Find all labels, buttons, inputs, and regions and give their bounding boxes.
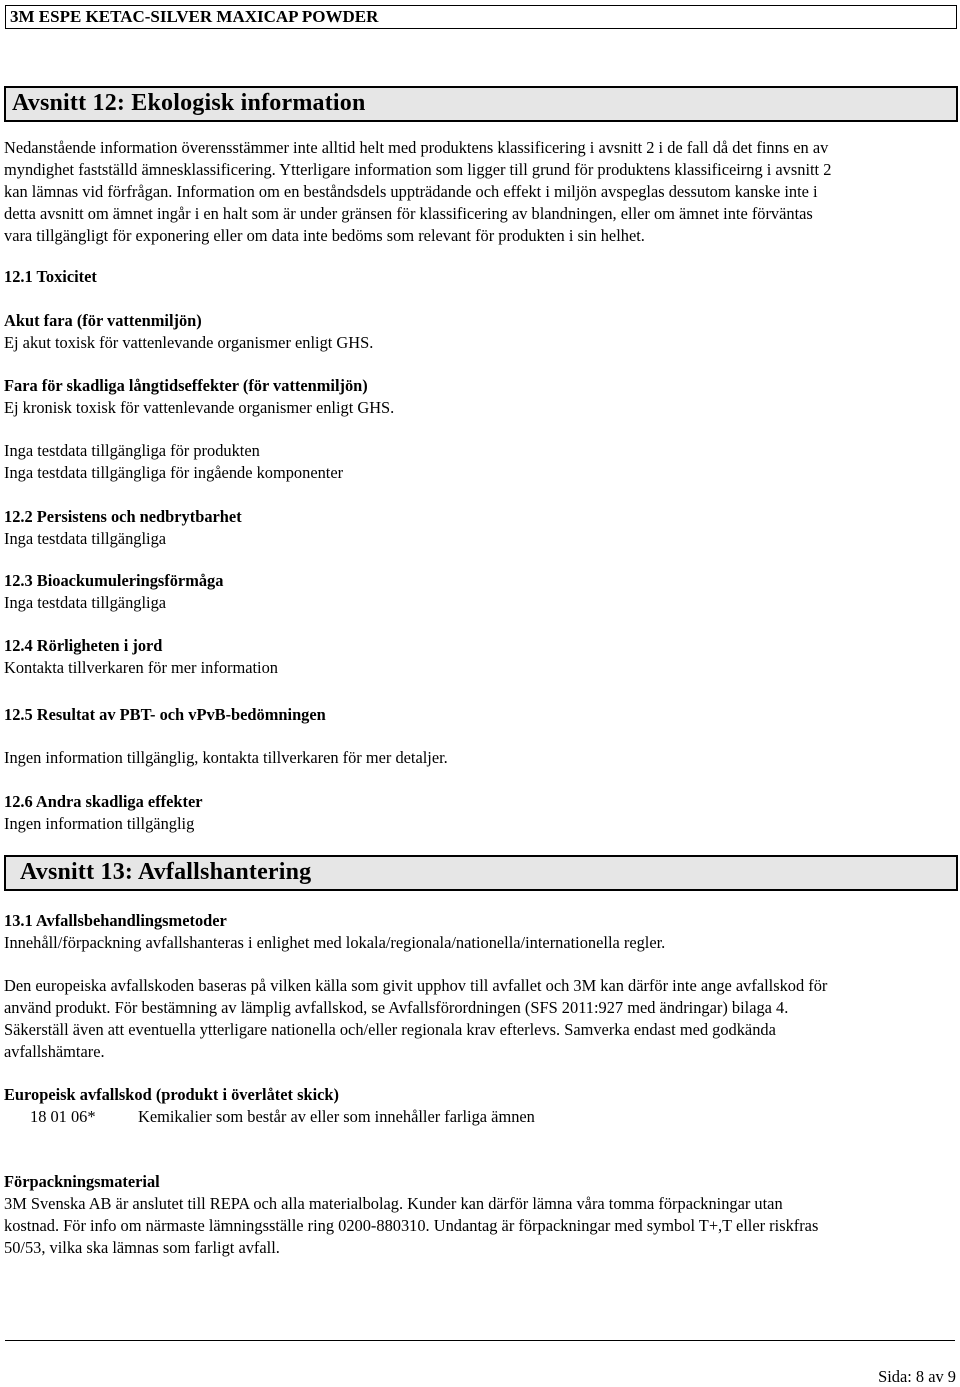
bioaccumulation-text: Inga testdata tillgängliga	[4, 593, 167, 612]
other-effects-heading: 12.6 Andra skadliga effekter	[4, 792, 203, 811]
chronic-hazard-heading: Fara för skadliga långtidseffekter (för vattenmiljön)	[4, 376, 368, 395]
section-12-title: Avsnitt 12: Ekologisk information	[12, 90, 366, 116]
intro-line: vara tillgängligt för exponering eller om data inte bedöms som relevant för produkten i sin helhet.	[4, 226, 645, 245]
pbt-text: Ingen information tillgänglig, kontakta tillverkaren för mer detaljer.	[4, 748, 448, 767]
packaging-line: kostnad. För info om närmaste lämningsställe ring 0200-880310. Undantag är förpackningar med symbol T+,T eller riskfras	[4, 1216, 819, 1235]
packaging-heading: Förpackningsmaterial	[4, 1172, 160, 1191]
mobility-heading: 12.4 Rörligheten i jord	[4, 636, 163, 655]
intro-line: kan lämnas vid förfrågan. Information om en beståndsdels uppträdande och effekt i miljön avspeglas dessutom kanske inte i	[4, 182, 818, 201]
persistence-text: Inga testdata tillgängliga	[4, 529, 167, 548]
persistence-heading: 12.2 Persistens och nedbrytbarhet	[4, 507, 242, 526]
waste-methods-heading: 13.1 Avfallsbehandlingsmetoder	[4, 911, 227, 930]
bioaccumulation-heading: 12.3 Bioackumuleringsförmåga	[4, 571, 224, 590]
packaging-line: 50/53, vilka ska lämnas som farligt avfall.	[4, 1238, 280, 1257]
eu-code-line: avfallshämtare.	[4, 1042, 105, 1061]
eu-code-line: använd produkt. För bestämning av lämplig avfallskod, se Avfallsförordningen (SFS 2011:927 med ändringar) bilaga 4.	[4, 998, 789, 1017]
document-header	[5, 5, 957, 29]
product-title: 3M ESPE KETAC-SILVER MAXICAP POWDER	[10, 7, 379, 26]
intro-line: myndighet fastställd ämnesklassificering. Ytterligare information som ligger till grund för produktens klassificeirng i avsnitt 2	[4, 160, 832, 179]
eu-code-line: Säkerställ även att eventuella ytterligare nationella och/eller regionala krav efterlevs. Samverka endast med godkända	[4, 1020, 776, 1039]
intro-line: detta avsnitt om ämnet ingår i en halt som är under gränsen för klassificering av blandningen, eller om ämnet inte förväntas	[4, 204, 813, 223]
waste-methods-text: Innehåll/förpackning avfallshanteras i enlighet med lokala/regionala/nationella/internationella regler.	[4, 933, 666, 952]
section-13-title: Avsnitt 13: Avfallshantering	[20, 859, 312, 885]
chronic-hazard-text: Ej kronisk toxisk för vattenlevande organismer enligt GHS.	[4, 398, 395, 417]
intro-line: Nedanstående information överensstämmer inte alltid helt med produktens klassificering i avsnitt 2 i de fall då det finns en av	[4, 138, 829, 157]
acute-hazard-heading: Akut fara (för vattenmiljön)	[4, 311, 202, 330]
mobility-text: Kontakta tillverkaren för mer information	[4, 658, 278, 677]
other-effects-text: Ingen information tillgänglig	[4, 814, 195, 833]
acute-hazard-text: Ej akut toxisk för vattenlevande organismer enligt GHS.	[4, 333, 374, 352]
section-13-header	[4, 855, 958, 891]
toxicity-heading: 12.1 Toxicitet	[4, 267, 97, 286]
pbt-heading: 12.5 Resultat av PBT- och vPvB-bedömningen	[4, 705, 326, 724]
eu-code-line: Den europeiska avfallskoden baseras på vilken källa som givit upphov till avfallet och 3M kan därför inte ange avfallskod för	[4, 976, 828, 995]
page-number: Sida: 8 av 9	[878, 1367, 956, 1386]
no-data-components: Inga testdata tillgängliga för ingående komponenter	[4, 463, 344, 482]
footer-divider	[5, 1340, 955, 1341]
packaging-line: 3M Svenska AB är anslutet till REPA och alla materialbolag. Kunder kan därför lämna våra tomma förpackningar utan	[4, 1194, 783, 1213]
no-data-product: Inga testdata tillgängliga för produkten	[4, 441, 260, 460]
section-12-header	[4, 86, 958, 122]
waste-code-description: Kemikalier som består av eller som innehåller farliga ämnen	[138, 1107, 535, 1126]
waste-code: 18 01 06*	[30, 1107, 96, 1126]
waste-code-heading: Europeisk avfallskod (produkt i överlåtet skick)	[4, 1085, 339, 1104]
